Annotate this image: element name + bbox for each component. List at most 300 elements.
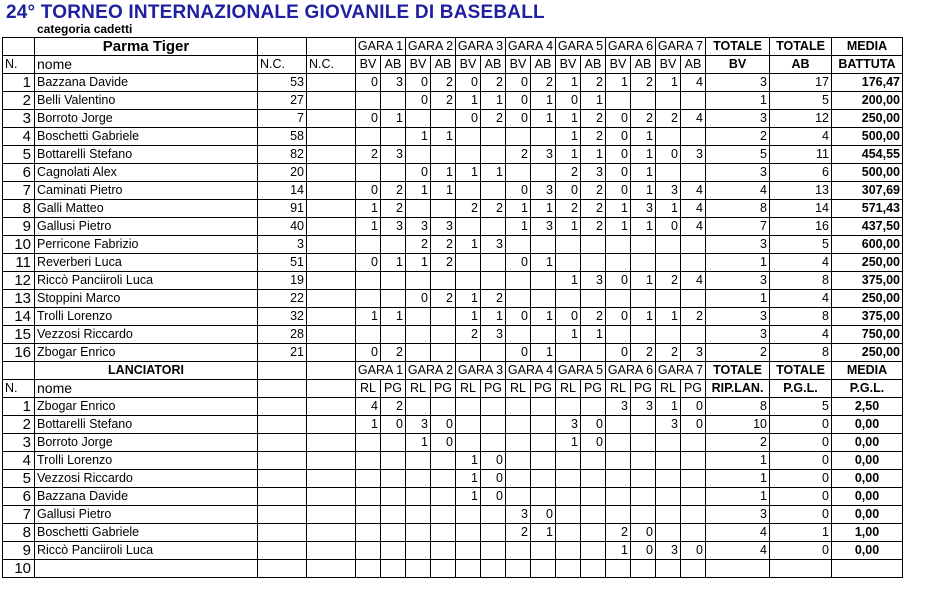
game-stat [431, 452, 456, 470]
game-stat [681, 452, 706, 470]
game-stat [481, 434, 506, 452]
game-stat: 2 [581, 110, 606, 128]
row-number: 5 [3, 146, 35, 164]
player-name: Trolli Lorenzo [35, 452, 258, 470]
header-empty-cell [307, 38, 356, 56]
game-stat [656, 92, 681, 110]
total-ab: 5 [770, 236, 832, 254]
sub-header-bv: BV [456, 56, 481, 74]
game-stat [656, 452, 681, 470]
total-innings: 4 [706, 524, 770, 542]
game-stat [381, 164, 406, 182]
game-stat [556, 452, 581, 470]
game-stat [631, 236, 656, 254]
game-stat [581, 398, 606, 416]
game-stat: 1 [631, 128, 656, 146]
game-stat [531, 290, 556, 308]
sub-header-bv: BV [556, 56, 581, 74]
game-stat [456, 506, 481, 524]
game-stat: 0 [431, 434, 456, 452]
total-ab: 4 [770, 290, 832, 308]
batting-average: 571,43 [832, 200, 903, 218]
game-stat [506, 272, 531, 290]
batter-row [3, 326, 903, 344]
game-stat [356, 488, 381, 506]
empty-cell [307, 74, 356, 92]
game-stat [431, 110, 456, 128]
total-bv: 4 [706, 182, 770, 200]
empty-cell [307, 470, 356, 488]
empty-cell [307, 218, 356, 236]
game-stat: 2 [606, 524, 631, 542]
total-bv: 7 [706, 218, 770, 236]
jersey-number: 82 [258, 146, 307, 164]
batting-average: 250,00 [832, 290, 903, 308]
total-bv: 3 [706, 74, 770, 92]
game-stat: 3 [531, 146, 556, 164]
game-stat: 3 [531, 182, 556, 200]
game-stat: 2 [481, 290, 506, 308]
col-nc-header: N.C. [258, 56, 307, 74]
game-stat: 2 [381, 344, 406, 362]
game-stat [506, 128, 531, 146]
game-stat [406, 560, 431, 578]
player-name: Galli Matteo [35, 200, 258, 218]
game-stat [356, 326, 381, 344]
game-stat [431, 146, 456, 164]
empty-cell [258, 560, 307, 578]
game-stat: 1 [456, 452, 481, 470]
sub-header-ab: AB [481, 56, 506, 74]
game-stat [456, 398, 481, 416]
pitcher-row [3, 560, 903, 578]
game-stat: 4 [681, 74, 706, 92]
game-stat [581, 452, 606, 470]
game-stat [431, 506, 456, 524]
game-stat [631, 416, 656, 434]
game-stat [381, 452, 406, 470]
game-stat: 0 [481, 488, 506, 506]
game-stat [481, 524, 506, 542]
game-stat: 0 [506, 254, 531, 272]
game-stat [506, 434, 531, 452]
total-bv: 1 [706, 290, 770, 308]
player-name: Perricone Fabrizio [35, 236, 258, 254]
batter-row [3, 182, 903, 200]
game-stat: 1 [531, 344, 556, 362]
batter-row [3, 200, 903, 218]
game-stat [481, 398, 506, 416]
game-stat [356, 236, 381, 254]
game-stat: 2 [581, 128, 606, 146]
game-stat [681, 560, 706, 578]
game-stat [606, 290, 631, 308]
row-number: 6 [3, 488, 35, 506]
pitching-average: 0,00 [832, 452, 903, 470]
game-stat [406, 398, 431, 416]
game-stat: 3 [656, 542, 681, 560]
game-stat [456, 344, 481, 362]
col-name-header: nome [35, 56, 258, 74]
game-stat [556, 560, 581, 578]
header-empty-cell [258, 38, 307, 56]
jersey-number: 7 [258, 110, 307, 128]
empty-cell [307, 182, 356, 200]
game-stat: 0 [356, 254, 381, 272]
jersey-number: 91 [258, 200, 307, 218]
empty-cell [307, 272, 356, 290]
game-stat [431, 524, 456, 542]
total-header: MEDIA [832, 362, 903, 380]
player-name: Gallusi Pietro [35, 506, 258, 524]
batter-row [3, 128, 903, 146]
game-stat: 2 [456, 200, 481, 218]
sub-header-bv: BV [506, 56, 531, 74]
game-stat: 2 [656, 272, 681, 290]
game-stat [556, 344, 581, 362]
game-stat [556, 290, 581, 308]
game-stat [631, 254, 656, 272]
game-stat [381, 488, 406, 506]
batter-row [3, 74, 903, 92]
game-stat: 0 [656, 146, 681, 164]
game-stat [456, 560, 481, 578]
game-stat: 0 [431, 416, 456, 434]
empty-cell [258, 542, 307, 560]
game-stat: 1 [556, 272, 581, 290]
game-stat: 2 [506, 524, 531, 542]
game-stat: 4 [356, 398, 381, 416]
row-number: 1 [3, 74, 35, 92]
game-stat [556, 254, 581, 272]
game-stat [631, 92, 656, 110]
empty-cell [307, 254, 356, 272]
game-stat [356, 128, 381, 146]
game-stat [681, 92, 706, 110]
row-number: 9 [3, 218, 35, 236]
game-stat: 0 [581, 416, 606, 434]
game-stat [631, 452, 656, 470]
game-stat [481, 254, 506, 272]
pitchers-title: LANCIATORI [35, 362, 258, 380]
total-ab: 8 [770, 308, 832, 326]
game-stat: 1 [581, 326, 606, 344]
game-stat: 2 [481, 110, 506, 128]
empty-cell [307, 236, 356, 254]
batter-row [3, 344, 903, 362]
game-stat [381, 524, 406, 542]
sub-header-rl: RL [506, 380, 531, 398]
game-stat [581, 254, 606, 272]
game-stat [506, 452, 531, 470]
pitching-average: 0,00 [832, 470, 903, 488]
game-stat: 0 [456, 74, 481, 92]
game-stat [356, 164, 381, 182]
row-number: 14 [3, 308, 35, 326]
game-stat: 1 [356, 218, 381, 236]
game-stat: 1 [656, 308, 681, 326]
game-stat [506, 470, 531, 488]
game-stat [656, 524, 681, 542]
game-stat [531, 272, 556, 290]
game-stat: 1 [356, 308, 381, 326]
game-header: GARA 5 [556, 38, 606, 56]
game-stat [531, 560, 556, 578]
game-stat [456, 218, 481, 236]
game-stat [581, 236, 606, 254]
game-stat: 3 [531, 218, 556, 236]
pitcher-row [3, 542, 903, 560]
game-header: GARA 6 [606, 362, 656, 380]
game-stat [481, 182, 506, 200]
row-number: 3 [3, 110, 35, 128]
game-stat: 3 [381, 218, 406, 236]
pitching-average: 0,00 [832, 506, 903, 524]
batting-average: 250,00 [832, 344, 903, 362]
game-stat: 1 [456, 290, 481, 308]
game-stat [681, 470, 706, 488]
game-stat: 0 [506, 308, 531, 326]
stats-table [2, 37, 903, 578]
game-stat [681, 290, 706, 308]
sub-header-pg: PG [531, 380, 556, 398]
pitcher-row [3, 470, 903, 488]
game-stat: 1 [656, 200, 681, 218]
game-stat: 0 [356, 110, 381, 128]
total-header: TOTALE [770, 362, 832, 380]
header-empty-cell [307, 362, 356, 380]
game-header: GARA 4 [506, 38, 556, 56]
game-stat: 0 [506, 74, 531, 92]
game-stat [506, 560, 531, 578]
game-stat: 1 [531, 308, 556, 326]
game-stat [381, 542, 406, 560]
game-stat: 2 [581, 308, 606, 326]
game-stat: 1 [531, 524, 556, 542]
game-stat: 1 [556, 218, 581, 236]
game-stat: 1 [556, 434, 581, 452]
total-wins: 0 [770, 506, 832, 524]
game-stat [381, 560, 406, 578]
player-name: Belli Valentino [35, 92, 258, 110]
game-stat [356, 290, 381, 308]
game-stat: 2 [481, 74, 506, 92]
game-stat: 3 [481, 326, 506, 344]
game-stat [406, 506, 431, 524]
sub-header-rl: RL [656, 380, 681, 398]
player-name: Boschetti Gabriele [35, 524, 258, 542]
game-stat [556, 470, 581, 488]
game-stat [406, 110, 431, 128]
game-stat: 0 [631, 524, 656, 542]
total-innings: 1 [706, 470, 770, 488]
sub-header-pg: PG [631, 380, 656, 398]
player-name: Riccò Panciiroli Luca [35, 272, 258, 290]
game-stat: 0 [681, 542, 706, 560]
total-subheader: RIP.LAN. [706, 380, 770, 398]
game-stat: 1 [481, 92, 506, 110]
total-ab: 4 [770, 254, 832, 272]
game-stat: 0 [606, 110, 631, 128]
game-stat: 1 [631, 272, 656, 290]
game-stat [431, 398, 456, 416]
batting-average: 200,00 [832, 92, 903, 110]
game-stat [531, 470, 556, 488]
game-stat [656, 236, 681, 254]
total-ab: 8 [770, 344, 832, 362]
jersey-number: 27 [258, 92, 307, 110]
empty-cell [307, 200, 356, 218]
empty-cell [307, 128, 356, 146]
game-stat [606, 92, 631, 110]
game-stat: 2 [431, 74, 456, 92]
total-subheader: P.G.L. [832, 380, 903, 398]
game-stat [381, 470, 406, 488]
batting-average: 176,47 [832, 74, 903, 92]
game-stat: 0 [356, 344, 381, 362]
player-name: Borroto Jorge [35, 434, 258, 452]
game-stat [606, 506, 631, 524]
game-stat: 1 [606, 218, 631, 236]
jersey-number: 51 [258, 254, 307, 272]
game-stat [531, 542, 556, 560]
player-name: Cagnolati Alex [35, 164, 258, 182]
col-nc-header: N.C. [307, 56, 356, 74]
game-stat [656, 470, 681, 488]
game-stat [431, 560, 456, 578]
game-stat: 1 [406, 128, 431, 146]
game-stat [581, 560, 606, 578]
game-stat [381, 272, 406, 290]
row-number: 9 [3, 542, 35, 560]
game-stat [356, 92, 381, 110]
game-stat [606, 236, 631, 254]
batting-average: 454,55 [832, 146, 903, 164]
row-number: 6 [3, 164, 35, 182]
pitcher-row [3, 452, 903, 470]
total-innings: 8 [706, 398, 770, 416]
header-empty-cell [258, 362, 307, 380]
game-stat: 0 [406, 92, 431, 110]
pitching-header-row-2 [3, 380, 903, 398]
row-number: 11 [3, 254, 35, 272]
total-subheader: BATTUTA [832, 56, 903, 74]
game-stat: 2 [431, 254, 456, 272]
game-stat [556, 236, 581, 254]
game-stat: 1 [531, 110, 556, 128]
game-stat [631, 488, 656, 506]
jersey-number: 53 [258, 74, 307, 92]
game-stat [581, 290, 606, 308]
batter-row [3, 218, 903, 236]
jersey-number: 28 [258, 326, 307, 344]
team-name: Parma Tiger [35, 38, 258, 56]
total-bv: 5 [706, 146, 770, 164]
pitcher-row [3, 488, 903, 506]
sub-header-pg: PG [681, 380, 706, 398]
game-stat: 0 [356, 74, 381, 92]
batter-row [3, 146, 903, 164]
sub-header-pg: PG [431, 380, 456, 398]
game-stat: 1 [381, 308, 406, 326]
total-header: TOTALE [706, 38, 770, 56]
total-wins: 5 [770, 398, 832, 416]
game-stat: 1 [456, 92, 481, 110]
game-stat [356, 542, 381, 560]
game-stat [356, 434, 381, 452]
game-header: GARA 3 [456, 38, 506, 56]
game-stat [681, 164, 706, 182]
game-stat: 1 [631, 146, 656, 164]
game-stat: 3 [656, 182, 681, 200]
game-stat [406, 470, 431, 488]
game-header: GARA 2 [406, 362, 456, 380]
batter-row [3, 254, 903, 272]
empty-cell [307, 434, 356, 452]
game-stat: 2 [581, 218, 606, 236]
col-name-header: nome [35, 380, 258, 398]
player-name: Trolli Lorenzo [35, 308, 258, 326]
player-name: Vezzosi Riccardo [35, 326, 258, 344]
game-stat [381, 290, 406, 308]
game-stat [381, 506, 406, 524]
game-stat: 3 [581, 164, 606, 182]
game-stat [556, 398, 581, 416]
game-stat: 2 [631, 74, 656, 92]
batting-average: 500,00 [832, 164, 903, 182]
game-stat [406, 542, 431, 560]
empty-cell [258, 488, 307, 506]
game-stat: 1 [456, 164, 481, 182]
total-subheader: AB [770, 56, 832, 74]
batting-average: 500,00 [832, 128, 903, 146]
batting-average: 375,00 [832, 308, 903, 326]
game-stat [456, 524, 481, 542]
total-bv: 3 [706, 164, 770, 182]
game-stat: 0 [456, 110, 481, 128]
game-stat [456, 542, 481, 560]
game-stat: 1 [456, 236, 481, 254]
game-stat: 1 [581, 92, 606, 110]
player-name: Boschetti Gabriele [35, 128, 258, 146]
game-stat: 1 [606, 200, 631, 218]
game-stat: 1 [456, 308, 481, 326]
batting-average: 250,00 [832, 110, 903, 128]
game-stat [681, 326, 706, 344]
game-stat: 0 [556, 308, 581, 326]
game-stat: 3 [406, 218, 431, 236]
game-stat [356, 272, 381, 290]
total-bv: 3 [706, 272, 770, 290]
game-stat [681, 434, 706, 452]
pitching-average: 1,00 [832, 524, 903, 542]
sub-header-ab: AB [581, 56, 606, 74]
batting-average: 600,00 [832, 236, 903, 254]
game-stat [431, 344, 456, 362]
game-stat: 1 [531, 200, 556, 218]
batter-row [3, 110, 903, 128]
sub-header-ab: AB [631, 56, 656, 74]
batter-row [3, 92, 903, 110]
game-stat [481, 506, 506, 524]
empty-cell [258, 506, 307, 524]
game-stat: 1 [381, 110, 406, 128]
game-header: GARA 7 [656, 362, 706, 380]
game-stat [581, 344, 606, 362]
sub-header-rl: RL [606, 380, 631, 398]
game-stat: 0 [606, 128, 631, 146]
player-name: Borroto Jorge [35, 110, 258, 128]
